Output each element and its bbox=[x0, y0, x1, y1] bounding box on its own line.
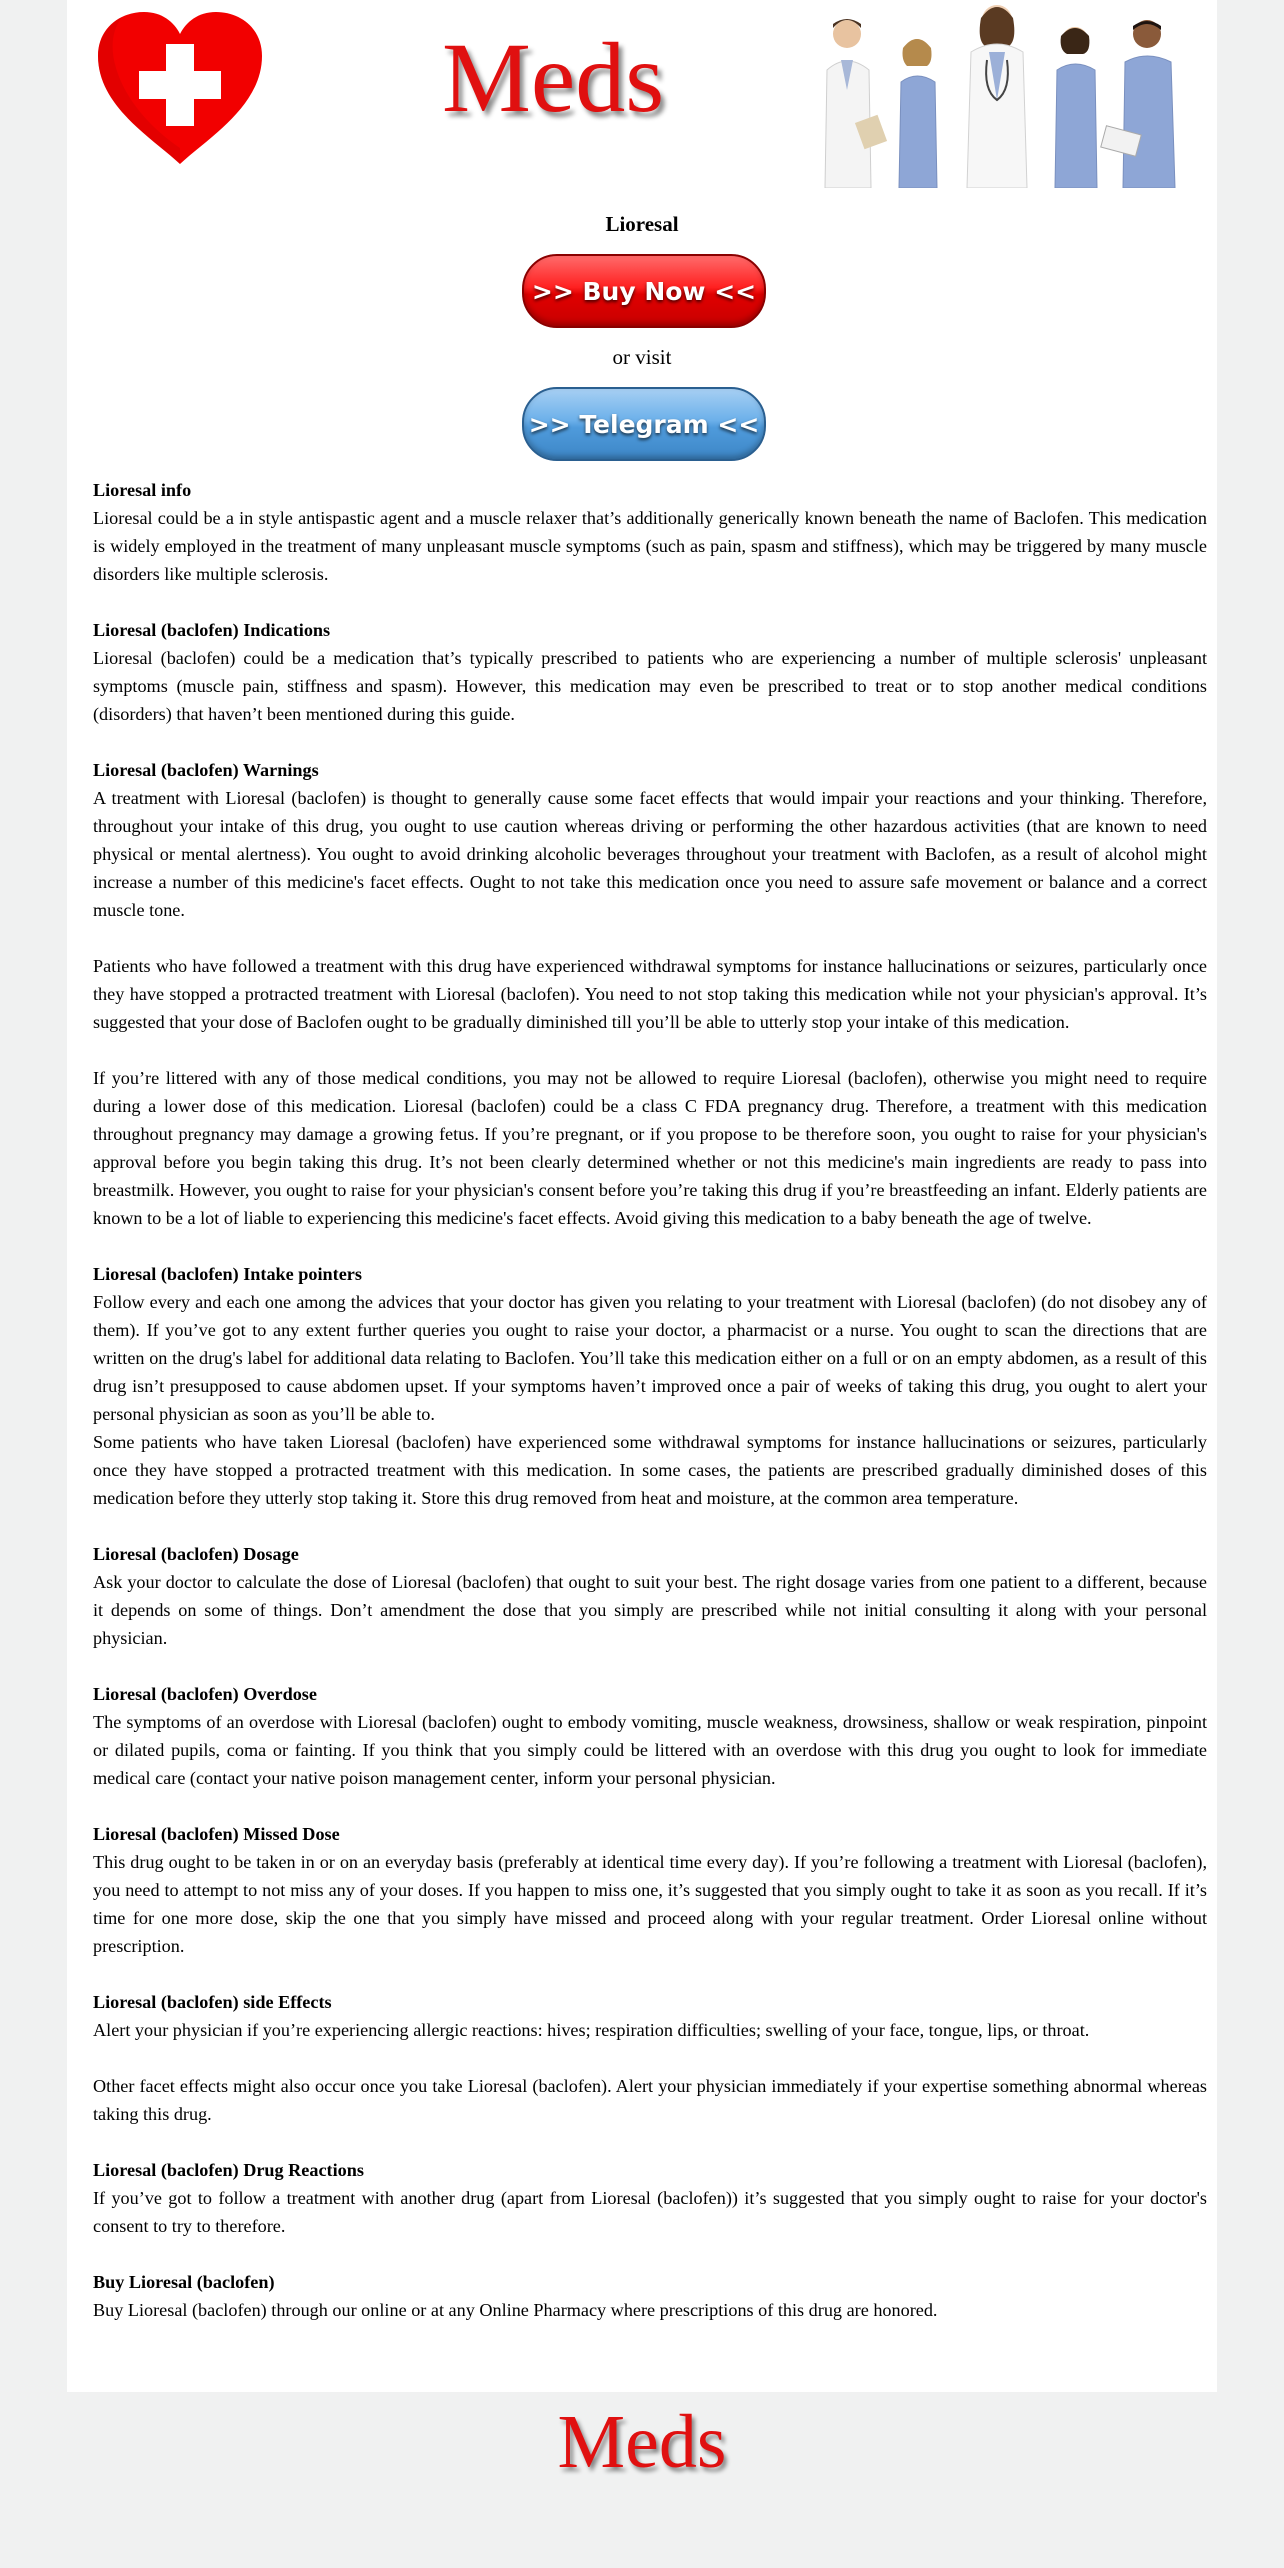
section-paragraph: If you’re littered with any of those medical conditions, you may not be allowed to require Lioresal (baclofen), otherwise you might need to require during a lower dose of this medication. Lioresal (baclofen) could be a class C FDA pregnancy drug. Therefore, a treatment with this medication throughout pregnancy may damage a growing fetus. If you’re pregnant, or if you propose to be therefore soon, you ought to raise for your physician's approval before you begin taking this drug. It’s not been clearly determined whether or not this medicine's main ingredients are ready to pass into breastmilk. However, you ought to raise for your physician's consent before you’re taking this drug if you’re breastfeeding an infant. Elderly patients are known to be a lot of liable to experiencing this medicine's facet effects. Avoid giving this medication to a baby beneath the age of twelve. bbox=[93, 1068, 1207, 1228]
section-paragraph: Ask your doctor to calculate the dose of Lioresal (baclofen) that ought to suit your best. The right dosage varies from one patient to a different, because it depends on some of things. Don’t amendment the dose that you simply are prescribed while not initial consulting it along with your personal physician. bbox=[93, 1572, 1207, 1648]
section-paragraph: Some patients who have taken Lioresal (baclofen) have experienced some withdrawal symptoms for instance hallucinations or seizures, particularly once they have stopped a protracted treatment with this medication. In some cases, the patients are prescribed gradually diminished doses of this medication before they utterly stop taking it. Store this drug removed from heat and moisture, at the common area temperature. bbox=[93, 1432, 1207, 1508]
footer-site-title[interactable]: Meds bbox=[557, 2400, 727, 2484]
telegram-button[interactable]: >> Telegram << bbox=[522, 387, 766, 461]
section-paragraph: Lioresal could be a in style antispastic agent and a muscle relaxer that’s additionally generically known beneath the name of Baclofen. This medication is widely employed in the treatment of many unpleasant muscle symptoms (such as pain, spasm and stiffness), which may be triggered by many muscle disorders like multiple sclerosis. bbox=[93, 508, 1207, 584]
section-paragraph: Buy Lioresal (baclofen) through our online or at any Online Pharmacy where prescriptions of this drug are honored. bbox=[93, 2300, 938, 2320]
article-content bbox=[93, 476, 1207, 2324]
section-paragraph: A treatment with Lioresal (baclofen) is thought to generally cause some facet effects that would impair your reactions and your thinking. Therefore, throughout your intake of this drug, you ought to use caution whereas driving or performing the other hazardous activities (that are known to need physical or mental alertness). You ought to avoid drinking alcoholic beverages throughout your treatment with Baclofen, as a result of alcohol might increase a number of this medicine's facet effects. Ought to not take this medication once you need to assure safe movement or balance and a correct muscle tone. bbox=[93, 788, 1207, 920]
section-heading: Lioresal (baclofen) Missed Dose bbox=[93, 1824, 340, 1844]
buy-now-button[interactable]: >> Buy Now << bbox=[522, 254, 766, 328]
page-container bbox=[67, 0, 1217, 2392]
section-heading: Lioresal (baclofen) Indications bbox=[93, 620, 331, 640]
section-paragraph: If you’ve got to follow a treatment with another drug (apart from Lioresal (baclofen)) it’s suggested that you simply ought to raise for your doctor's consent to try to therefore. bbox=[93, 2188, 1207, 2236]
section-paragraph: The symptoms of an overdose with Lioresal (baclofen) ought to embody vomiting, muscle weakness, drowsiness, shallow or weak respiration, pinpoint or dilated pupils, coma or fainting. If you think that you simply could be littered with an overdose with this drug you ought to look for immediate medical care (contact your native poison management center, inform your personal physician. bbox=[93, 1712, 1207, 1788]
section-paragraph: Lioresal (baclofen) could be a medication that’s typically prescribed to patients who are experiencing a number of multiple sclerosis' unpleasant symptoms (muscle pain, stiffness and spasm). However, this medication may even be prescribed to treat or to stop another medical conditions (disorders) that haven’t been mentioned during this guide. bbox=[93, 648, 1207, 724]
section-paragraph: Other facet effects might also occur once you take Lioresal (baclofen). Alert your physician immediately if your expertise something abnormal whereas taking this drug. bbox=[93, 2076, 1207, 2124]
section-paragraph: Follow every and each one among the advices that your doctor has given you relating to your treatment with Lioresal (baclofen) (do not disobey any of them). If you’ve got to any extent further queries you ought to raise your doctor, a pharmacist or a nurse. You ought to scan the directions that are written on the drug's label for additional data relating to Baclofen. You’ll take this medication either on a full or on an empty abdomen, as a result of this drug isn’t presupposed to cause abdomen upset. If your symptoms haven’t improved once a pair of weeks of taking this drug, you ought to alert your personal physician as soon as you’ll be able to. bbox=[93, 1292, 1207, 1424]
section-heading: Lioresal (baclofen) Dosage bbox=[93, 1544, 299, 1564]
section-heading: Lioresal (baclofen) Warnings bbox=[93, 760, 319, 780]
product-name: Lioresal bbox=[605, 212, 679, 236]
medical-heart-cross-icon bbox=[92, 8, 268, 168]
section-paragraph: Patients who have followed a treatment with this drug have experienced withdrawal symptoms for instance hallucinations or seizures, particularly once they have stopped a protracted treatment with Lioresal (baclofen). You need to not stop taking this medication while not your physician's approval. It’s suggested that your dose of Baclofen ought to be gradually diminished till you’ll be able to utterly stop your intake of this medication. bbox=[93, 956, 1207, 1032]
section-heading: Lioresal (baclofen) Overdose bbox=[93, 1684, 317, 1704]
section-paragraph: Alert your physician if you’re experiencing allergic reactions: hives; respiration difficulties; swelling of your face, tongue, lips, or throat. bbox=[93, 2020, 1090, 2040]
section-paragraph: This drug ought to be taken in or on an everyday basis (preferably at identical time every day). If you’re following a treatment with Lioresal (baclofen), you need to attempt to not miss any of your doses. If you happen to miss one, it’s suggested that you simply ought to take it as soon as you recall. If it’s time for one more dose, skip the one that you simply have missed and proceed along with your regular treatment. Order Lioresal online without prescription. bbox=[93, 1852, 1207, 1956]
section-heading: Lioresal info bbox=[93, 480, 192, 500]
site-title[interactable]: Meds bbox=[442, 22, 665, 133]
section-heading: Lioresal (baclofen) Drug Reactions bbox=[93, 2160, 364, 2180]
header bbox=[67, 0, 1217, 195]
section-heading: Lioresal (baclofen) Intake pointers bbox=[93, 1264, 362, 1284]
or-visit-text: or visit bbox=[612, 345, 672, 369]
section-heading: Buy Lioresal (baclofen) bbox=[93, 2272, 275, 2292]
section-heading: Lioresal (baclofen) side Effects bbox=[93, 1992, 332, 2012]
medical-staff-photo bbox=[807, 0, 1197, 188]
